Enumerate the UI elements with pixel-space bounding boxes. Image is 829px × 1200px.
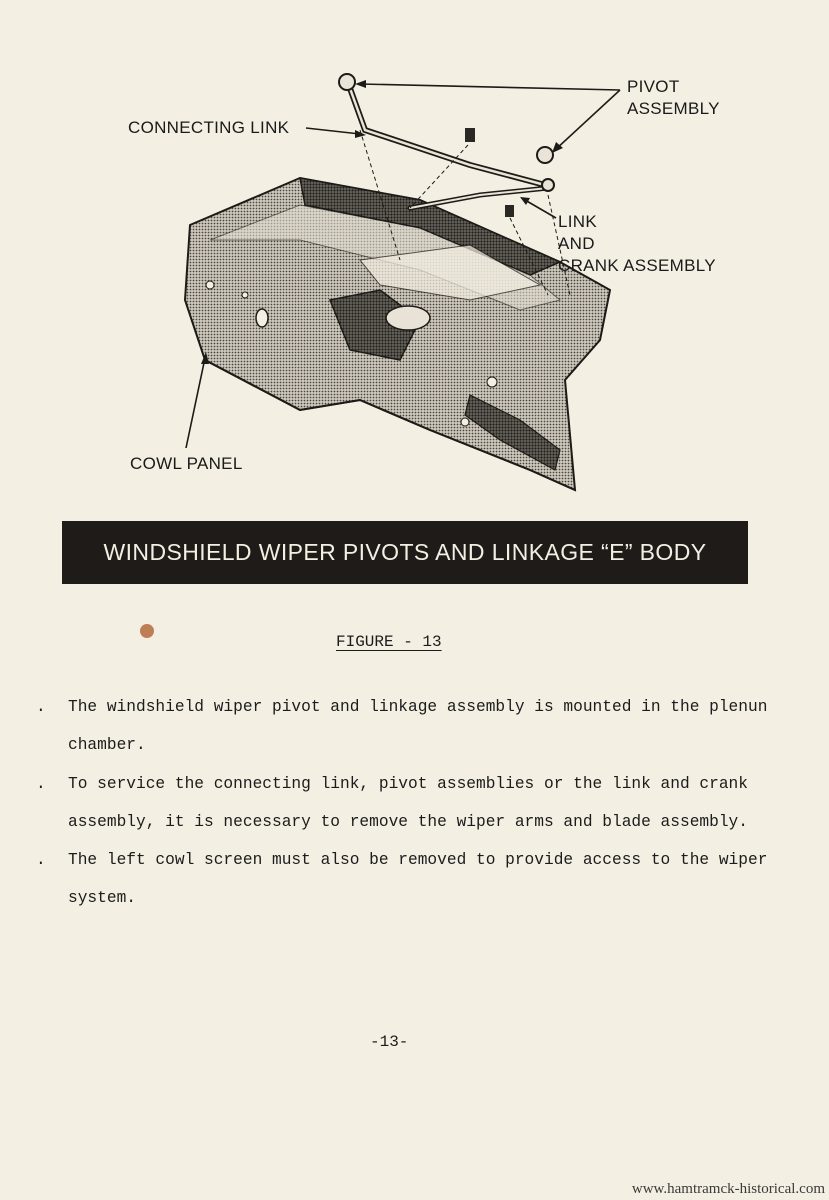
- website-watermark: www.hamtramck-historical.com: [631, 1181, 825, 1197]
- figure-banner: [62, 521, 748, 584]
- paragraph-text: The windshield wiper pivot and linkage assembly is mounted in the plenun chamber.: [68, 698, 768, 755]
- cowl-panel-drawing: [185, 178, 610, 490]
- page-number: -13-: [370, 1033, 409, 1051]
- bullet-marker: .: [36, 774, 46, 793]
- callout-link-crank-line3: CRANK ASSEMBLY: [558, 256, 716, 275]
- bullet-marker: .: [36, 698, 46, 716]
- paragraph: [30, 765, 790, 842]
- paragraph-text: The left cowl screen must also be removed to provide access to the wiper system.: [68, 851, 768, 908]
- callout-link-crank-line2: AND: [558, 234, 595, 253]
- paragraph-text: To service the connecting link, pivot assemblies or the link and crank assembly, it is necessary to remove the wiper arms and blade assembly.: [68, 774, 748, 831]
- bullet-marker: .: [36, 851, 46, 870]
- callout-cowl-panel: COWL PANEL: [130, 454, 243, 473]
- figure-banner-text: WINDSHIELD WIPER PIVOTS AND LINKAGE “E” BODY: [103, 539, 707, 565]
- callout-pivot-assembly-line2: ASSEMBLY: [627, 99, 720, 118]
- body-text: [30, 688, 790, 918]
- stain-mark: [140, 624, 154, 638]
- callout-connecting-link: CONNECTING LINK: [128, 118, 290, 137]
- paragraph: [30, 688, 790, 765]
- callout-pivot-assembly-line1: PIVOT: [627, 77, 680, 96]
- paragraph: [30, 841, 790, 918]
- figure-title: FIGURE - 13: [336, 633, 442, 651]
- callout-link-crank-line1: LINK: [558, 212, 597, 231]
